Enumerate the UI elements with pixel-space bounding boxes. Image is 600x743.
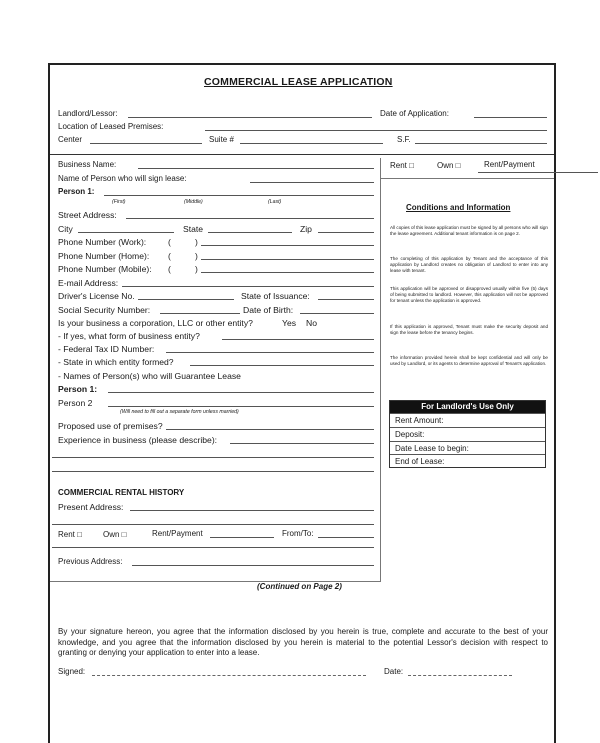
zip-field[interactable] [318, 232, 374, 233]
phone-mobile-paren-open: ( [168, 264, 171, 274]
person-sign-field[interactable] [250, 182, 374, 183]
state-formed-label: - State in which entity formed? [58, 357, 174, 367]
continued-note: (Continued on Page 2) [257, 582, 342, 591]
date-application-field[interactable] [474, 117, 547, 118]
phone-home-label: Phone Number (Home): [58, 251, 150, 261]
ssn-label: Social Security Number: [58, 305, 151, 315]
business-name-field[interactable] [138, 168, 374, 169]
dob-label: Date of Birth: [243, 305, 294, 315]
state-formed-field[interactable] [190, 365, 374, 366]
date-lease-begin-field[interactable]: Date Lease to begin: [390, 441, 545, 454]
landlord-use-heading: For Landlord's Use Only [390, 401, 545, 413]
previous-address-label: Previous Address: [58, 557, 123, 566]
street-field[interactable] [126, 218, 374, 219]
person-sign-label: Name of Person who will sign lease: [58, 174, 187, 183]
landlord-label: Landlord/Lessor: [58, 109, 118, 118]
ssn-field[interactable] [160, 313, 240, 314]
phone-mobile-label: Phone Number (Mobile): [58, 264, 152, 274]
form-title: COMMERCIAL LEASE APPLICATION [204, 76, 393, 88]
proposed-use-field[interactable] [166, 429, 374, 430]
history-line-blank[interactable] [52, 547, 374, 548]
last-caption: (Last) [268, 199, 282, 205]
state-field[interactable] [208, 232, 292, 233]
header-divider [50, 154, 554, 155]
phone-work-field[interactable] [201, 245, 374, 246]
condition-3: This application will be approved or disapproved usually within five (5) days of being submitted to landlord. However, this application will not be approved for tenant unless the application is approved. [390, 286, 548, 304]
phone-home-field[interactable] [201, 259, 374, 260]
city-field[interactable] [78, 232, 174, 233]
right-top-divider [380, 178, 554, 179]
conditions-heading: Conditions and Information [406, 203, 511, 212]
experience-label: Experience in business (please describe): [58, 435, 218, 445]
federal-tax-field[interactable] [166, 352, 374, 353]
dob-field[interactable] [300, 313, 374, 314]
phone-home-paren-close: ) [195, 251, 198, 261]
experience-line-2[interactable] [52, 457, 374, 458]
right-rent-payment-field[interactable] [478, 172, 598, 173]
drivers-license-label: Driver's License No. [58, 291, 135, 301]
zip-label: Zip [300, 224, 312, 234]
condition-1: All copies of this lease application must be signed by all persons who will sign the lease agreement. Additional tenant information is on page 2. [390, 225, 548, 237]
corporation-question: Is your business a corporation, LLC or other entity? [58, 318, 253, 328]
email-field[interactable] [122, 286, 374, 287]
signed-label: Signed: [58, 667, 86, 676]
date-field[interactable] [408, 675, 512, 676]
email-label: E-mail Address: [58, 278, 119, 288]
first-caption: (First) [112, 199, 126, 205]
phone-work-paren-close: ) [195, 237, 198, 247]
column-divider [380, 158, 381, 582]
state-issuance-label: State of Issuance: [241, 291, 310, 301]
proposed-use-label: Proposed use of premises? [58, 421, 163, 431]
separate-form-note: (Will need to fill out a separate form unless married) [120, 409, 239, 415]
guarantee-label: - Names of Person(s) who will Guarantee Lease [58, 371, 241, 381]
signed-field[interactable] [92, 675, 366, 676]
location-label: Location of Leased Premises: [58, 122, 164, 131]
state-label: State [183, 224, 204, 234]
phone-mobile-field[interactable] [201, 272, 374, 273]
experience-line-3[interactable] [52, 471, 374, 472]
suite-label: Suite # [209, 135, 234, 144]
right-own-checkbox[interactable]: Own □ [437, 161, 461, 170]
deposit-field[interactable]: Deposit: [390, 427, 545, 440]
history-rent-checkbox[interactable]: Rent □ [58, 530, 82, 539]
guarantor2-field[interactable] [108, 406, 374, 407]
end-of-lease-field[interactable]: End of Lease: [390, 454, 545, 467]
landlord-field[interactable] [128, 117, 372, 118]
condition-4: If this application is approved, Tenant must make the security deposit and sign the lease before the tenancy begins. [390, 324, 548, 336]
person1-label: Person 1: [58, 187, 95, 196]
condition-5: The information provided herein shall be kept confidential and will only be used by Landlord, or its agents to determine approval of Tenant's application. [390, 355, 548, 367]
signature-agreement: By your signature hereon, you agree that the information disclosed by you herein is true, complete and accurate to the best of your knowledge, and you agree that the information disclosed by you herein is material to the potential Lessor's decision with respect to granting or denying your application to enter into a lease. [58, 627, 548, 657]
date-label: Date: [384, 667, 404, 676]
guarantor2-label: Person 2 [58, 398, 93, 408]
street-label: Street Address: [58, 210, 117, 220]
experience-field[interactable] [230, 443, 374, 444]
suite-field[interactable] [240, 143, 383, 144]
phone-work-paren-open: ( [168, 237, 171, 247]
landlord-use-box [389, 400, 546, 468]
date-application-label: Date of Application: [380, 109, 449, 118]
rent-amount-field[interactable]: Rent Amount: [390, 413, 545, 426]
drivers-license-field[interactable] [138, 299, 234, 300]
history-from-to-label: From/To: [282, 529, 314, 538]
right-rent-checkbox[interactable]: Rent □ [390, 161, 414, 170]
history-from-to-field[interactable] [318, 537, 374, 538]
phone-mobile-paren-close: ) [195, 264, 198, 274]
sf-field[interactable] [415, 143, 547, 144]
person1-field[interactable] [104, 195, 374, 196]
corporation-no[interactable]: No [306, 318, 317, 328]
phone-work-label: Phone Number (Work): [58, 237, 147, 247]
location-field[interactable] [205, 130, 547, 131]
entity-form-field[interactable] [222, 339, 374, 340]
city-label: City [58, 224, 73, 234]
sf-label: S.F. [397, 135, 411, 144]
history-own-checkbox[interactable]: Own □ [103, 530, 127, 539]
phone-home-paren-open: ( [168, 251, 171, 261]
condition-2: The completing of this application by Tenant and the acceptance of this application by Landlord creates no obligation of Landlord to enter into any lease with tenant. [390, 256, 548, 274]
right-rent-payment-label: Rent/Payment [484, 160, 535, 169]
present-address-field[interactable] [130, 510, 374, 511]
present-address-line-2[interactable] [52, 524, 374, 525]
center-field[interactable] [90, 143, 202, 144]
previous-address-field[interactable] [132, 565, 374, 566]
guarantor1-label: Person 1: [58, 384, 98, 394]
corporation-yes[interactable]: Yes [282, 318, 297, 328]
middle-caption: (Middle) [184, 199, 203, 205]
rental-history-heading: COMMERCIAL RENTAL HISTORY [58, 488, 185, 497]
guarantor1-field[interactable] [108, 392, 374, 393]
center-label: Center [58, 135, 83, 144]
present-address-label: Present Address: [58, 502, 124, 512]
entity-form-label: - If yes, what form of business entity? [58, 331, 200, 341]
federal-tax-label: - Federal Tax ID Number: [58, 344, 155, 354]
state-issuance-field[interactable] [318, 299, 374, 300]
history-rent-payment-field[interactable] [210, 537, 274, 538]
history-rent-payment-label: Rent/Payment [152, 529, 203, 538]
business-name-label: Business Name: [58, 160, 117, 169]
